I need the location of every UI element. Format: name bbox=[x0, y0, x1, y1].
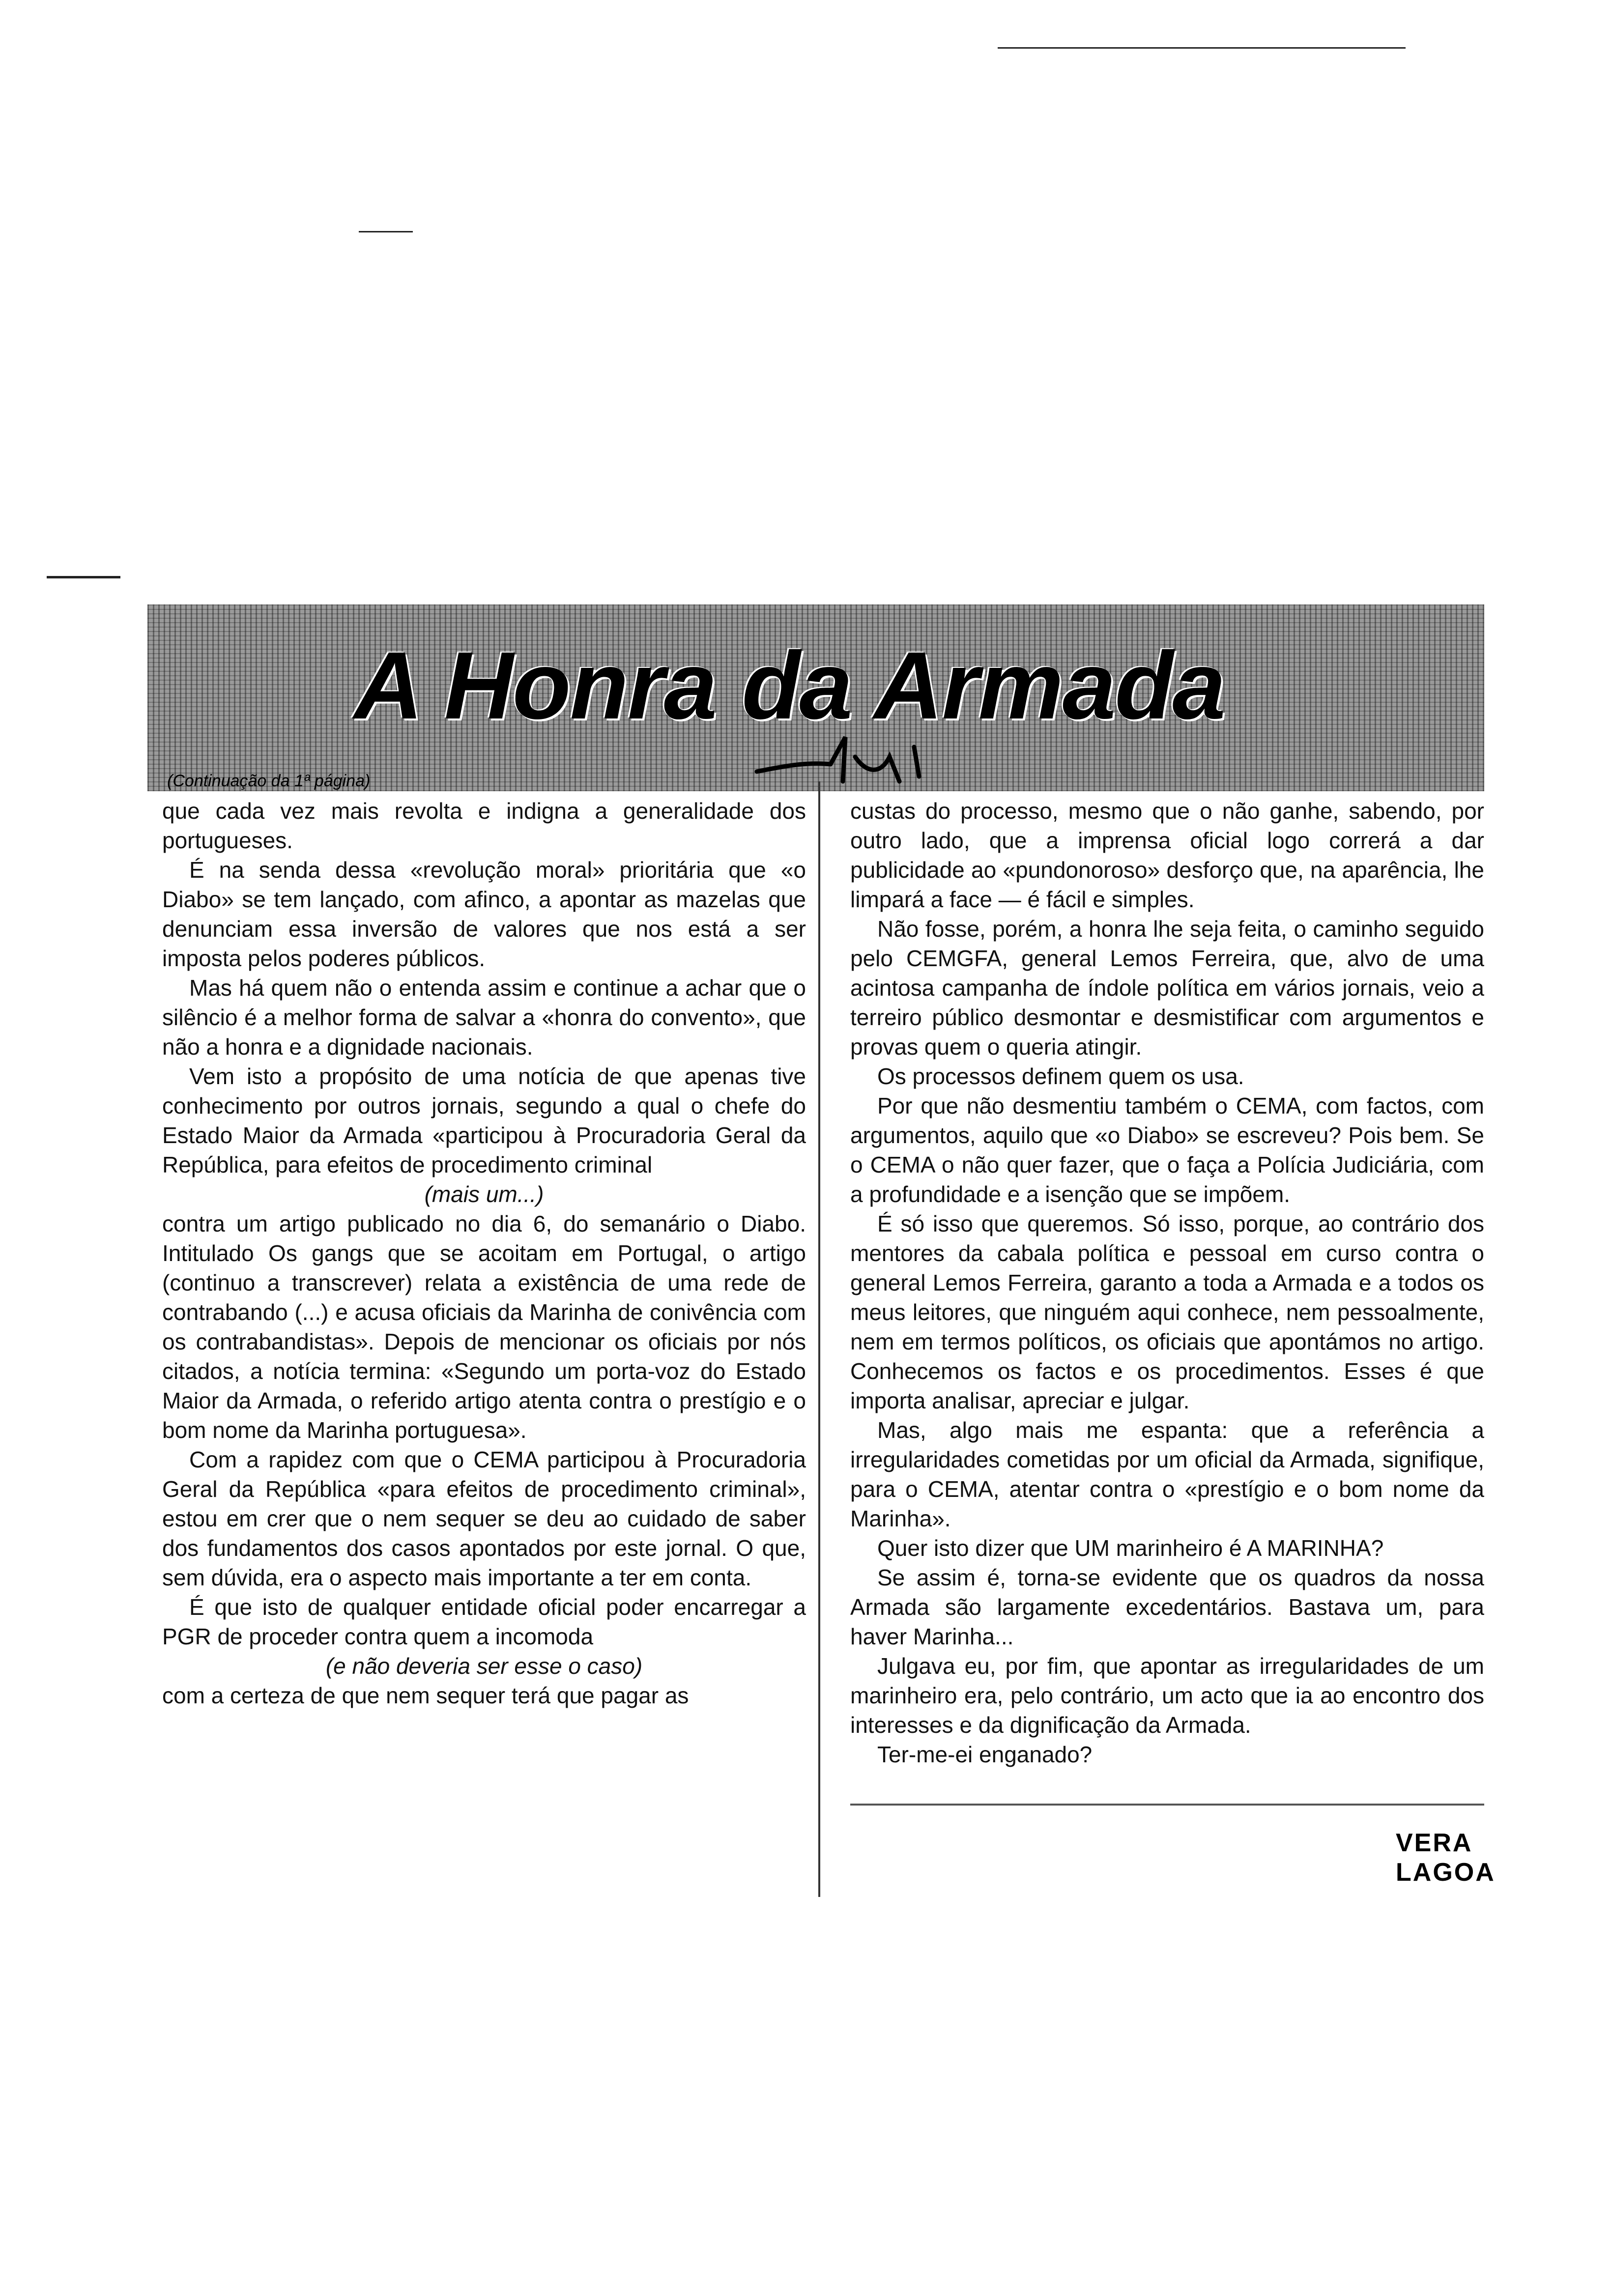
paragraph: que cada vez mais revolta e indigna a generalidade dos portugueses. bbox=[162, 798, 806, 853]
paragraph: Por que não desmentiu também o CEMA, com factos, com argumentos, aquilo que «o Diabo» se escreveu? Pois bem. Se o CEMA o não quer fazer, que o faça a Polícia Judiciária, com a profundidade e a isenção que se impõem. bbox=[850, 1093, 1484, 1207]
paragraph: Os processos definem quem os usa. bbox=[877, 1063, 1244, 1089]
left-column bbox=[162, 796, 806, 1710]
continued-from-note: (Continuação da 1ª página) bbox=[167, 772, 371, 790]
paragraph: Quer isto dizer que UM marinheiro é A MARINHA? bbox=[877, 1535, 1384, 1561]
paragraph: Mas há quem não o entenda assim e continue a achar que o silêncio é a melhor forma de salvar a «honra do convento», que não a honra e a dignidade nacionais. bbox=[162, 975, 806, 1060]
paragraph: Julgava eu, por fim, que apontar as irregularidades de um marinheiro era, pelo contrário, um acto que ia ao encontro dos interesses e da dignificação da Armada. bbox=[850, 1653, 1484, 1738]
paragraph: custas do processo, mesmo que o não ganhe, sabendo, por outro lado, que a imprensa oficial logo correrá a dar publicidade ao «pundonoroso» desforço que, na aparência, lhe limpará a face — é fácil e simples. bbox=[850, 798, 1484, 912]
column-divider bbox=[818, 781, 820, 1897]
right-column bbox=[850, 796, 1484, 1769]
handwritten-signature bbox=[752, 727, 978, 791]
bottom-rule bbox=[850, 1804, 1484, 1806]
aside-remark: (e não deveria ser esse o caso) bbox=[325, 1653, 643, 1679]
scan-mark-top-right bbox=[998, 47, 1406, 49]
aside-remark: (mais um...) bbox=[424, 1181, 544, 1207]
paragraph: Não fosse, porém, a honra lhe seja feita, o caminho seguido pelo CEMGFA, general Lemos Ferreira, que, alvo de uma acintosa campanha de índole política em vários jornais, veio a terreiro público desmontar e desmistificar com argumentos e provas quem o queria atingir. bbox=[850, 916, 1484, 1060]
paragraph: Ter-me-ei enganado? bbox=[877, 1742, 1093, 1767]
paragraph: Mas, algo mais me espanta: que a referência a irregularidades cometidas por um oficial da Armada, signifique, para o CEMA, atentar contra o «prestígio e o bom nome da Marinha». bbox=[850, 1417, 1484, 1531]
scan-mark-upper bbox=[359, 231, 413, 232]
author-byline: VERA LAGOA bbox=[1396, 1829, 1496, 1887]
paragraph: É na senda dessa «revolução moral» prioritária que «o Diabo» se tem lançado, com afinco, a apontar as mazelas que denunciam essa inversão de valores que nos está a ser imposta pelos poderes públicos. bbox=[162, 857, 806, 971]
paragraph: contra um artigo publicado no dia 6, do semanário o Diabo. Intitulado Os gangs que se acoitam em Portugal, o artigo (continuo a transcrever) relata a existência de uma rede de contrabando (...) e acusa oficiais da Marinha de conivência com os contrabandistas». Depois de mencionar os oficiais por nós citados, a notícia termina: «Segundo um porta-voz do Estado Maior da Armada, o referido artigo atenta contra o prestígio e o bom nome da Marinha portuguesa». bbox=[162, 1211, 806, 1443]
paragraph: Com a rapidez com que o CEMA participou à Procuradoria Geral da República «para efeitos de procedimento criminal», estou em crer que o nem sequer se deu ao cuidado de saber dos fundamentos dos casos apontados por este jornal. O que, sem dúvida, era o aspecto mais importante a ter em conta. bbox=[162, 1447, 806, 1590]
article-headline: A Honra da Armada bbox=[354, 632, 1225, 739]
paragraph: Vem isto a propósito de uma notícia de que apenas tive conhecimento por outros jornais, segundo a qual o chefe do Estado Maior da Armada «participou à Procuradoria Geral da República, para efeitos de procedimento criminal bbox=[162, 1063, 806, 1177]
newspaper-clipping bbox=[147, 604, 1496, 1902]
paragraph: É que isto de qualquer entidade oficial poder encarregar a PGR de proceder contra quem a incomoda bbox=[162, 1594, 806, 1649]
scan-mark-left bbox=[47, 576, 120, 578]
paragraph: É só isso que queremos. Só isso, porque, ao contrário dos mentores da cabala política e pessoal em curso contra o general Lemos Ferreira, garanto a toda a Armada e a todos os meus leitores, que ninguém aqui conhece, nem pessoalmente, nem em termos políticos, os oficiais que apontámos no artigo. Conhecemos os factos e os procedimentos. Esses é que importa analisar, apreciar e julgar. bbox=[850, 1211, 1484, 1413]
paragraph: com a certeza de que nem sequer terá que pagar as bbox=[162, 1683, 689, 1708]
paragraph: Se assim é, torna-se evidente que os quadros da nossa Armada são largamente excedentários. Bastava um, para haver Marinha... bbox=[850, 1565, 1484, 1649]
